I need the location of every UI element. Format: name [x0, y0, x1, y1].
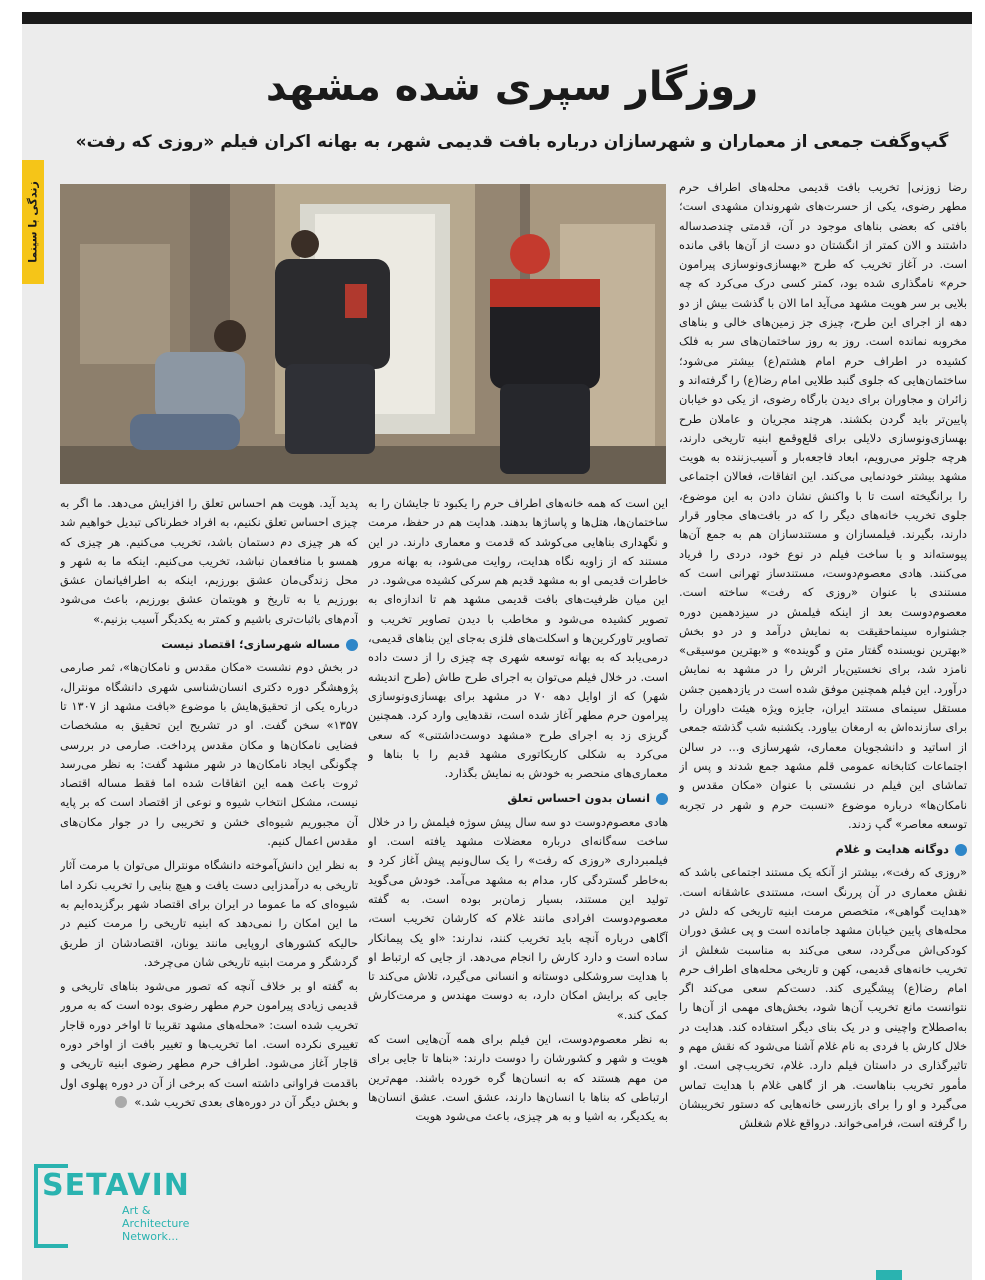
- section-label: زندگی با سینما: [26, 181, 40, 263]
- paragraph: پدید آید. هویت هم احساس تعلق را افزایش می‌دهد. ما اگر به چیزی احساس تعلق نکنیم، به افراد خطرناکی تبدیل خواهیم شد که هر چیزی دم دستمان باشد، تخریب می‌کنیم. هر چیزی که همسو با منافعمان نباشد، تخریب می‌کنیم. اینکه ما به شهر و محل زندگی‌مان عشق بورزیم، اینکه به اطرافیانمان عشق بورزیم یا به تاریخ و هویتمان عشق بورزیم، باعث می‌شود آدم‌های باثبات‌تری باشیم و کمتر به یکدیگر آسیب بزنیم.»: [60, 496, 358, 626]
- top-bar: [22, 12, 972, 24]
- end-mark-icon: [115, 1096, 127, 1108]
- subheadline: گپ‌وگفت جمعی از معماران و شهرسازان درباره بافت قدیمی شهر، به بهانه اکران فیلم «روزی که رفت»: [75, 132, 949, 152]
- logo-tag-line: Network...: [122, 1230, 179, 1243]
- column-1: [679, 178, 967, 1280]
- headline: روزگار سپری شده مشهد: [265, 64, 759, 110]
- corner-mark: [876, 1270, 902, 1280]
- logo-tagline: [122, 1204, 189, 1243]
- paragraph: هادی معصوم‌دوست دو سه سال پیش سوژه فیلمش را در خلال ساخت سه‌گانه‌ای درباره معضلات مشهد یافته است. او فیلمبرداری «روزی که رفت» را یک سال‌ونیم پیش آغاز کرد و به‌خاطر گستردگی کار، مدام به مشهد می‌آمد. خودش می‌گوید تولید این مستند، بسیار زمان‌بر بوده است. به گفته معصوم‌دوست افرادی مانند غلام که کارشان تخریب است، آگاهی درباره آنچه باید تخریب کنند، ندارند: «او یک پیمانکار ساده است و دارد کارش را انجام می‌دهد. از جایی که ارتباط او با هدایت سروشکلی دوستانه و انسانی می‌گیرد، تلاش می‌کند تا جایی که برایش امکان دارد، به دوست مهندس و مرمت‌کارش کمک کند.»: [368, 814, 668, 1022]
- subheading-text: انسان بدون احساس تعلق: [507, 791, 650, 806]
- bullet-dot-icon: [955, 844, 967, 856]
- paragraph: در بخش دوم نشست «مکان مقدس و نامکان‌ها»، ثمر صارمی پژوهشگر دوره دکتری انسان‌شناسی شهری دانشگاه مونترال، درباره یکی از تحقیق‌هایش با موضوع «بافت مشهد از ۱۳۰۷ تا ۱۳۵۷» سخن گفت. او در تشریح این تحقیق به مشخصات فضایی نامکان‌ها و مکان مقدس پرداخت. صارمی در بررسی چگونگی ایجاد نامکان‌ها در شهر مشهد گفت: به نظر می‌رسد ثروت باعث همه این اتفاقات شده اما فقط مساله اقتصاد نیست، مشکل انتخاب شیوه و نوعی از اقتصاد است که بر پایه آن مجبوریم شیوه‌ای خشن و تخریبی را در جوار مکان‌های مقدس اعمال کنیم.: [60, 660, 358, 849]
- logo-tag-line: Architecture: [122, 1217, 190, 1230]
- paragraph-last: [60, 977, 358, 1112]
- magazine-page: [22, 24, 972, 1280]
- paragraph: به نظر این دانش‌آموخته دانشگاه مونترال می‌توان با مرمت آثار تاریخی به درآمدزایی دست یافت و هیچ بنایی را تخریب نکرد اما شیوه‌ای که ما عموما در ایران برای اقتصاد شهر برگزیده‌ایم به ما این امکان را نمی‌دهد که ابنیه تاریخی را مرمت کنیم در حالیکه کشورهای اروپایی مانند یونان، اقتصادشان از طریق گردشگر و مرمت ابنیه تاریخی شان می‌چرخد.: [60, 858, 358, 969]
- bullet-dot-icon: [656, 793, 668, 805]
- section-tab: [22, 160, 44, 284]
- article-photo: [60, 184, 666, 484]
- paragraph-text: به گفته او بر خلاف آنچه که تصور می‌شود بناهای تاریخی و قدیمی زیادی پیرامون حرم مطهر رضوی بوده است که به مرور تخریب شده است: «محله‌های مشهد تقریبا تا اواخر دوره قاجار تغییری نکرده است. اما تخریب‌ها و تغییر بافت از اواخر دوره قاجار آغاز می‌شود. اطراف حرم مطهر رضوی ابنیه تاریخی و باقدمت فراوانی داشته است که برخی از آن در دوره پهلوی اول و بخش دیگر آن در دوره‌های بعدی تخریب شد.»: [60, 979, 358, 1109]
- watermark-logo: [34, 1164, 204, 1248]
- subheading: [60, 635, 358, 654]
- paragraph: رضا زوزنی| تخریب بافت قدیمی محله‌های اطراف حرم مطهر رضوی، یکی از حسرت‌های شهروندان مشهدی است؛ بافتی که بعضی بناهای موجود در آن، قدمتی چندصدساله داشتند و الان کمتر از انگشتان دو دست از آن‌ها باقی مانده است. در آغاز تخریب که طرح «بهسازی‌ونوسازی پیرامون حرم» نامگذاری شده بود، کمتر کسی درک می‌کرد که چه بلایی بر سر هویت مشهد می‌آید اما الان با گذشت بیش از دو دهه از اجرای این طرح، چیزی جز زمین‌های خالی و بناهای مخروبه نمانده است. روز به روز ساختمان‌های سر به فلک کشیده در اطراف حرم امام هشتم(ع) بیشتر می‌شود؛ ساختمان‌هایی که جلوی گنبد طلایی امام رضا(ع) را گرفته‌اند و زائران و مجاوران برای دیدن بارگاه رضوی، از یکی دو خیابان پایین‌تر باید گردن بکشند. هرچند مجریان و عاملان طرح بهسازی‌ونوسازی دلایلی برای قلع‌وقمع ابنیه تاریخی دارند، هرچه جلوتر می‌رویم، ابعاد فاجعه‌بار و آسیب‌زننده به هویت مشهد بیشتر خودنمایی می‌کند. این اتفاقات، فعالان اجتماعی را برانگیخته است تا با واکنش نشان دادن به این موضوع، جلوی تخریب خانه‌های دیگر را که در بافت‌های مجاور قرار دارند، بگیرند. فیلمسازان و مستندسازان هم به جمع آن‌ها پیوسته‌اند و با ساخت فیلم در نوع خود، دردی را فریاد می‌کنند. هادی معصوم‌دوست، مستندساز تهرانی است که مستندی با عنوان «روزی که رفت» ساخته است. معصوم‌دوست بعد از اینکه فیلمش در سیزدهمین دوره جشنواره سینماحقیقت به نمایش درآمد و در دو بخش «بهترین نویسنده گفتار متن و گوینده» و «بهترین موسیقی» نامزد شد، برای نخستین‌بار اثرش را در مشهد به نمایش درآورد. این فیلم همچنین موفق شده است در یازدهمین جشن مستقل سینمای مستند ایران، جایزه ویژه هیئت داوران را برای سازنده‌اش به ارمغان بیاورد. یکشنبه شب گذشته جمعی از اساتید و دانشجویان معماری، شهرسازی و... در سالن اجتماعات کتابخانه عمومی قلم مشهد جمع شدند و پس از تماشای این فیلم در نشستی با عنوان «مکان مقدس و نامکان‌ها» درباره موضوع «نسبت حرم و شهر در تجربه توسعه معاصر» گپ زدند.: [679, 180, 967, 831]
- logo-name: SETAVIN: [42, 1168, 190, 1203]
- paragraph: این است که همه خانه‌های اطراف حرم را یکبود تا جایشان را به ساختمان‌ها، هتل‌ها و پاساژها بدهند. هدایت هم در حفظ، مرمت و نگهداری بناهایی می‌کوشد که قدمت و معماری دارند. در این مستند که از زاویه نگاه هدایت، روایت می‌شود، به بهانه مرور خاطرات قدیمی او به مشهد قدیم هم سرکی کشیده می‌شود. در این میان ظرفیت‌های بافت قدیمی مشهد هم تا اندازه‌ای به تصویر کشیده می‌شود و مخاطب با دیدن تصاویر تخریب و تصاویر تاورکرین‌ها و اسکلت‌های فلزی به‌جای این بناهای قدیمی، درمی‌یابد که به بهانه توسعه شهری چه چیزی را از دست داده است. در خلال فیلم می‌توان به اجرای طرح طاش (طرح اندیشه شهر) که از اوایل دهه ۷۰ در مشهد برای بهسازی‌ونوسازی پیرامون حرم مطهر آغاز شده است، نقدهایی وارد کرد. همچنین گریزی زد به اجرای طرح «مشهد دوست‌داشتنی» که سعی می‌کرد به شکلی کاریکاتوری مشهد قدیم را با بناها و معماری‌های منحصر به خودش به نمایش بگذارد.: [368, 496, 668, 781]
- subheading: [368, 789, 668, 808]
- paragraph: به نظر معصوم‌دوست، این فیلم برای همه آن‌هایی است که هویت و شهر و کشورشان را دوست دارند: «بناها تا جایی برای من مهم هستند که به انسان‌ها گره خورده باشند. مهم‌ترین ارتباطی که بناها با انسان‌ها دارند، عشق است. عشق انسان‌ها به یکدیگر، به اشیا و به هر چیزی، باعث می‌شود هویت: [368, 1032, 668, 1124]
- subheading-text: دوگانه هدایت و غلام: [835, 842, 949, 857]
- subheading-text: مساله شهرسازی؛ اقتصاد نیست: [161, 637, 340, 652]
- subheading: [679, 840, 967, 859]
- column-3: [60, 494, 358, 1280]
- paragraph: «روزی که رفت»، بیشتر از آنکه یک مستند اجتماعی باشد که نقش معماری در آن پررنگ است، مستندی عاشقانه است. «هدایت گواهی»، متخصص مرمت ابنیه تاریخی که دلش در محله‌های پایین خیابان مشهد جامانده است و پی عشق دوران کودکی‌اش می‌گردد، سعی می‌کند به مناسبت شغلش از تخریب خانه‌های قدیمی، کهن و تاریخی محله‌های اطراف حرم امام رضا(ع) پیشگیری کند. دست‌کم سعی می‌کند اگر نتوانست مانع تخریب آن‌ها شود، بخش‌های مهمی از آن‌ها را به‌اصطلاح واچینی و در یک بنای دیگر استفاده کند. هدایت در خلال کارش با فردی به نام غلام آشنا می‌شود که نقش مهم و تاثیرگذاری در داستان فیلم دارد. غلام، تخریب‌چی است. او مأمور تخریب بناهاست. هر از گاهی غلام با هدایت تماس می‌گیرد و او را برای بازرسی خانه‌هایی که دستور تخریبشان را گرفته است، فرامی‌خواند. درواقع غلام شغلش: [679, 865, 967, 1131]
- column-2: [368, 494, 668, 1280]
- bullet-dot-icon: [346, 639, 358, 651]
- logo-tag-line: Art &: [122, 1204, 151, 1217]
